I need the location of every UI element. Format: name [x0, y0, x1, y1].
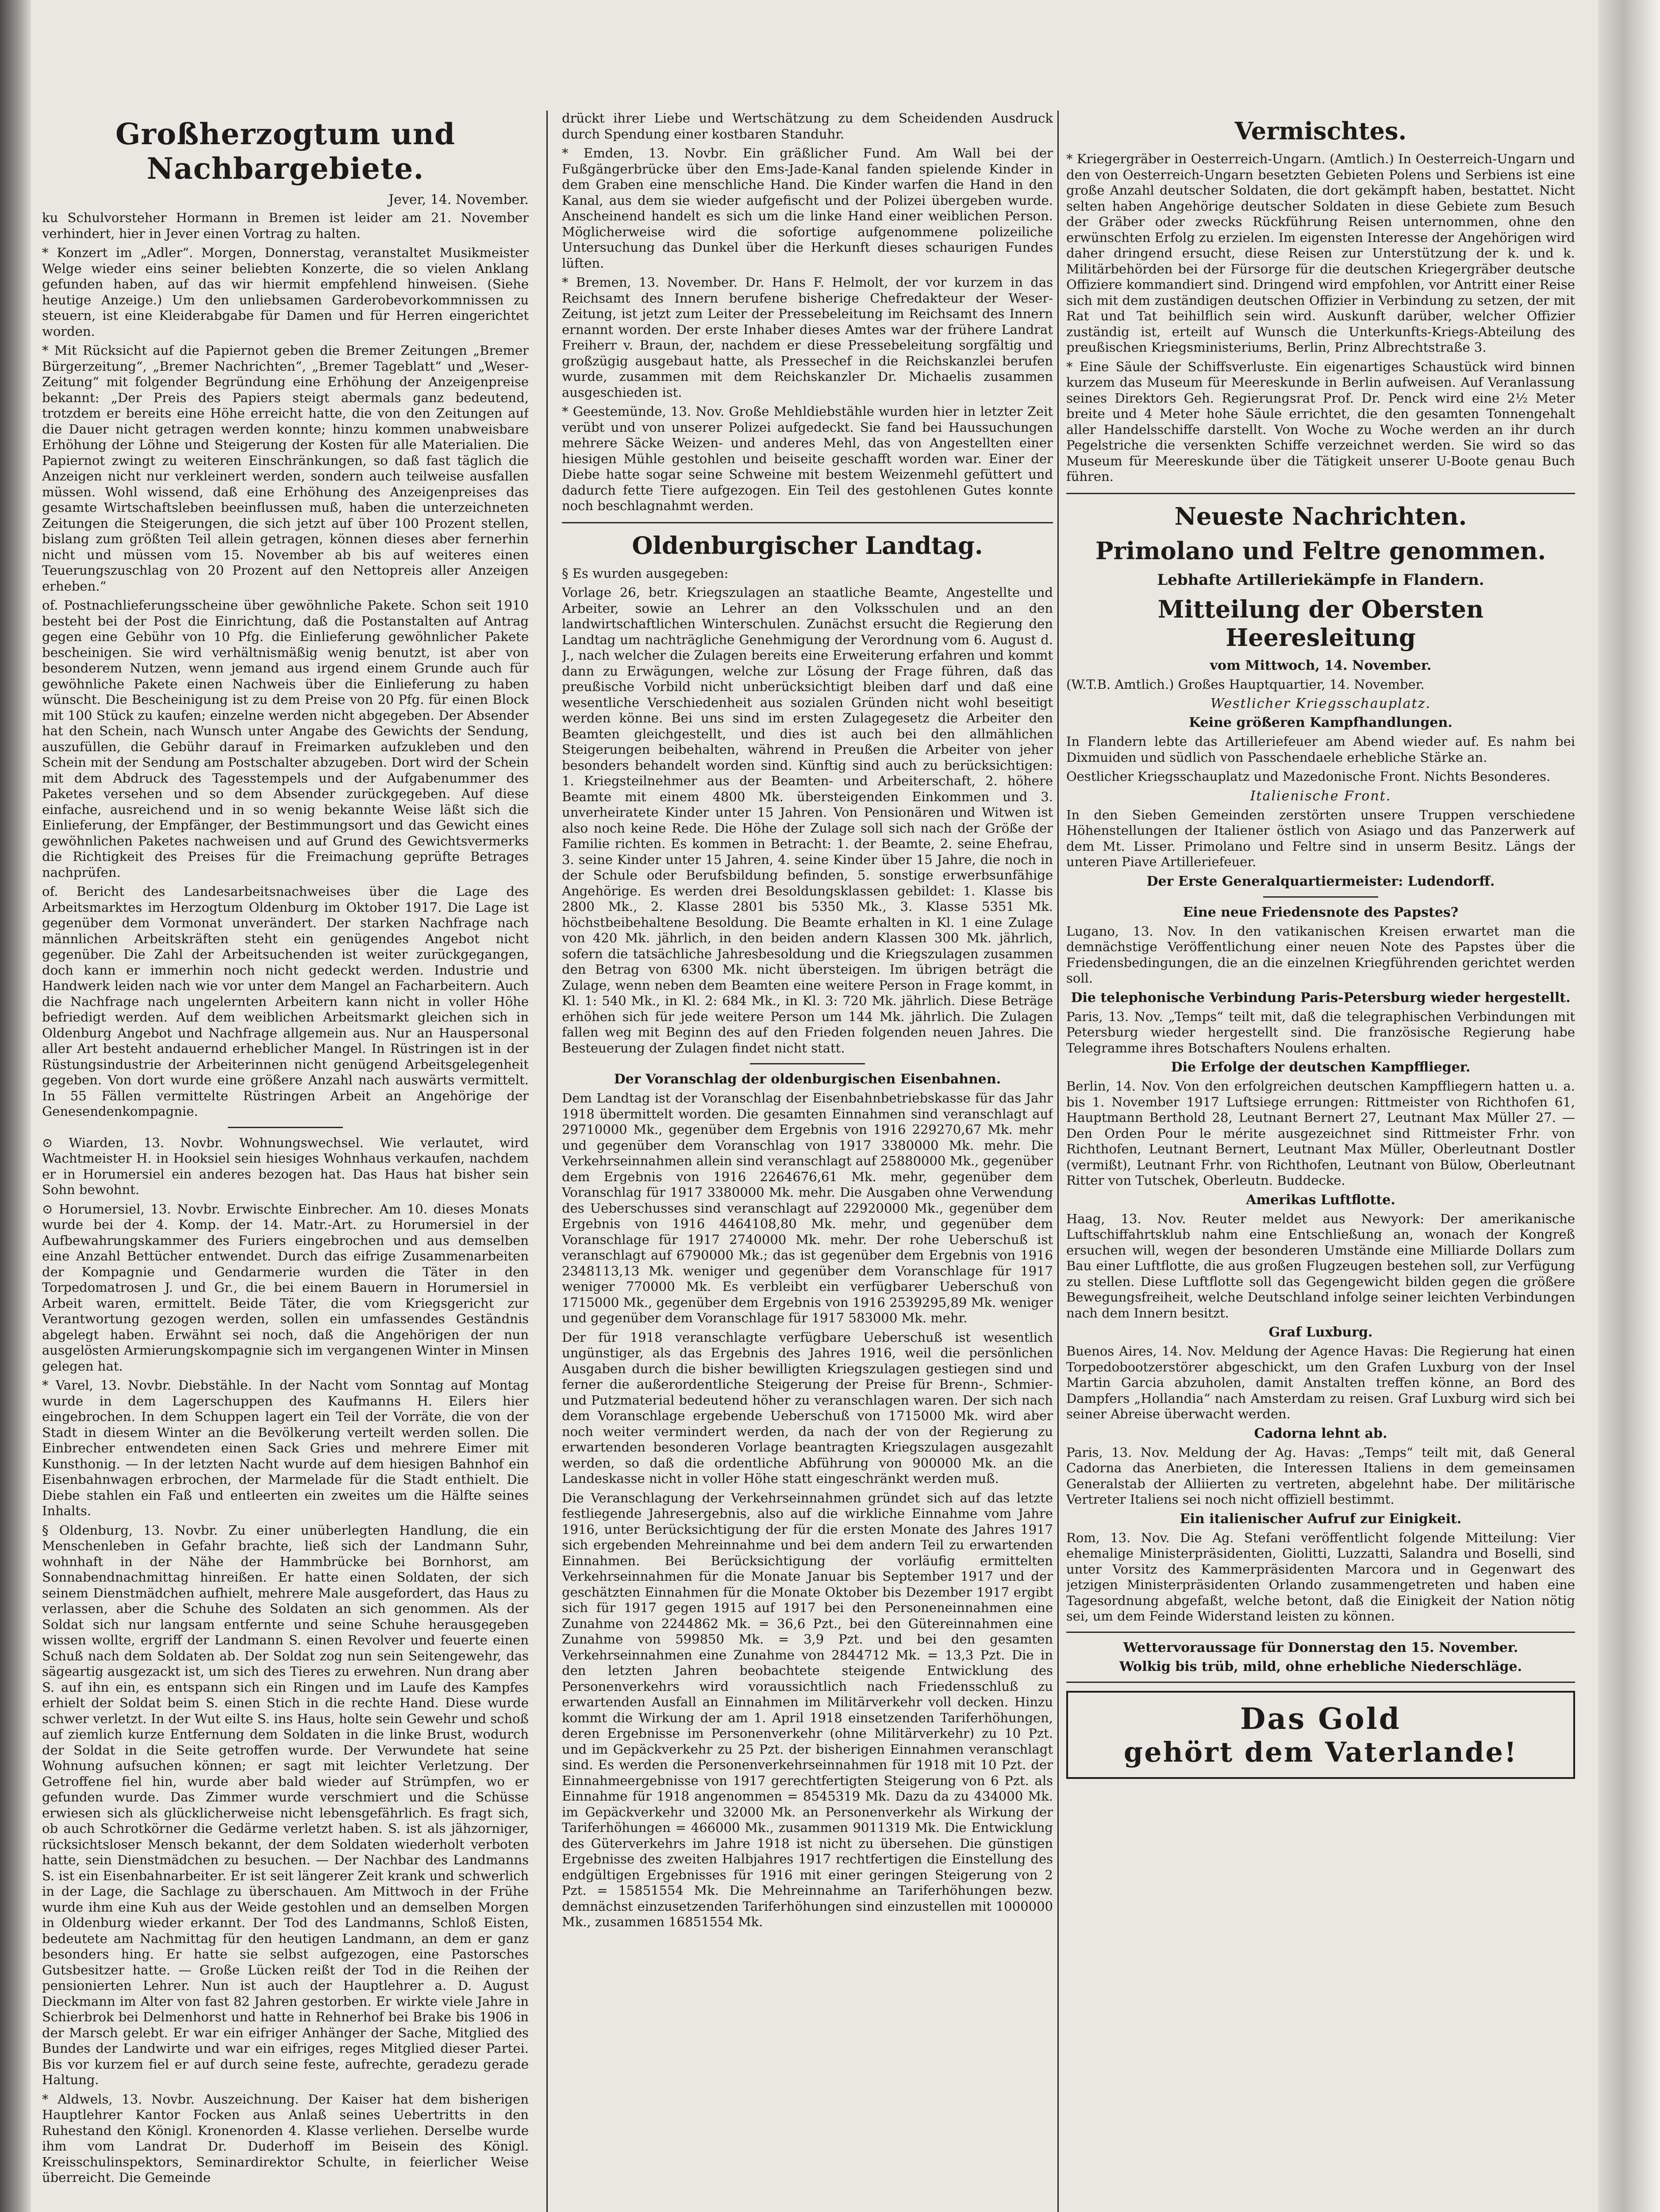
section-title-landtag: Oldenburgischer Landtag.	[632, 531, 983, 560]
section-title-miscellaneous: Vermischtes.	[1234, 117, 1407, 145]
article-paragraph: In Flandern lebte das Artilleriefeuer am Abend wieder auf. Es nahm bei Dixmuiden und südlich von Passchendaele erhebliche Stärke an.	[1066, 734, 1575, 765]
weather-forecast-text: Wolkig bis trüb, mild, ohne erhebliche Niederschläge.	[1119, 1659, 1522, 1674]
headline-date: vom Mittwoch, 14. November.	[1210, 657, 1432, 673]
article-paragraph: Rom, 13. Nov. Die Ag. Stefani veröffentlicht folgende Mitteilung: Vier ehemalige Ministerpräsidenten, Giolitti, Luzzatti, Salandra und Boselli, sind unter Vorsitz des Kammerpräsidenten Marcora und in Gegenwart des jetzigen Ministerpräsidenten Orlando zusammengetreten und haben eine Tagesordnung abgefaßt, welche betont, daß die Einigkeit der Nation nötig sei, um dem Feinde Widerstand leisten zu können.	[1066, 1530, 1575, 1624]
gold-appeal-line-2: gehört dem Vaterlande!	[1123, 1736, 1518, 1768]
column-1	[42, 111, 529, 2212]
gold-appeal-line-1: Das Gold	[1240, 1701, 1401, 1736]
subheading-railway-budget: Der Voranschlag der oldenburgischen Eisenbahnen.	[614, 1071, 1001, 1087]
headline-primolano-feltre: Primolano und Feltre genommen.	[1095, 536, 1546, 565]
article-paragraph: ku Schulvorsteher Hormann in Bremen ist leider am 21. November verhindert, hier in Jever einen Vortrag zu halten.	[42, 210, 529, 241]
subheading-italian-front: Italienische Front.	[1250, 788, 1391, 804]
scan-edge-right	[1598, 0, 1660, 2212]
subheading: Die telephonische Verbindung Paris-Petersburg wieder hergestellt.	[1071, 990, 1571, 1006]
weather-forecast	[1066, 1632, 1575, 1683]
article-paragraph: * Eine Säule der Schiffsverluste. Ein eigenartiges Schaustück wird binnen kurzem das Museum für Meereskunde in Berlin aufweisen. Auf Veranlassung seines Direktors Geh. Regierungsrat Prof. Dr. Penck wird eine 2½ Meter breite und 4 Meter hohe Säule errichtet, die den gesamten Tonnengehalt aller Handelsschiffe darstellt. Von Woche zu Woche werden an ihr durch Pegelstriche die versenkten Schiffe verzeichnet werden. Sie wird so das Museum für Meereskunde über die Tätigkeit unserer U-Boote genau Buch führen.	[1066, 359, 1575, 484]
subheading: Eine neue Friedensnote des Papstes?	[1183, 904, 1459, 920]
article-paragraph: Paris, 13. Nov. Meldung der Ag. Havas: „Temps“ teilt mit, daß General Cadorna das Anerbieten, die Interessen Italiens in dem gemeinsamen Generalstab der Alliierten zu vertreten, abgelehnt habe. Der militärische Vertreter Italiens sei noch nicht offiziell bestimmt.	[1066, 1444, 1575, 1507]
article-paragraph: Vorlage 26, betr. Kriegszulagen an staatliche Beamte, Angestellte und Arbeiter, sowie an Lehrer an den Volksschulen und an den landwirtschaftlichen Winterschulen. Zunächst ersucht die Regierung den Landtag um nachträgliche Genehmigung der Verordnung vom 6. August d. J., nach welcher die Zulagen bereits eine Erweiterung erfahren und kommt dann zu Erwägungen, welche zur Lösung der Frage führen, daß das preußische Vorbild nicht unberücksichtigt bleiben darf und daß eine wesentliche Verschiedenheit aus sozialen Gründen nicht wohl beseitigt werden könne. Bei uns sind im ersten Zulagegesetz die Arbeiter den Beamten gleichgestellt, und dies ist auch bei den allmählichen Steigerungen beibehalten, während in Preußen die Arbeiter von jeher besonders behandelt worden sind. Künftig sind auch zu berücksichtigen: 1. Kriegsteilnehmer aus der Beamten- und Arbeiterschaft, 2. höhere Beamte mit einem 4800 Mk. übersteigenden Einkommen und 3. unverheiratete Kinder unter 15 Jahren. Von Pensionären und Witwen ist also noch keine Rede. Die Höhe der Zulage soll sich nach der Größe der Familie richten. Es kommen in Betracht: 1. der Beamte, 2. seine Ehefrau, 3. seine Kinder unter 15 Jahren, 4. seine Kinder über 15 Jahre, die noch in der Schule oder Berufsbildung befinden, 5. sonstige erwerbsunfähige Angehörige. Es werden drei Besoldungsklassen gebildet: 1. Klasse bis 2800 Mk., 2. Klasse 2801 bis 5350 Mk., 3. Klasse 5351 Mk. höchstbeibehaltene Besoldung. Die Beamte erhalten in Kl. 1 eine Zulage von 420 Mk. jährlich, in den beiden andern Klassen 300 Mk. jährlich, sofern die tatsächliche Jahresbesoldung und die Kriegszulagen zusammen den Betrag von 6300 Mk. nicht übersteigen. Im übrigen beträgt die Zulage, wenn neben dem Beamten eine weitere Person in Frage kommt, in Kl. 1: 540 Mk., in Kl. 2: 684 Mk., in Kl. 3: 720 Mk. jährlich. Diese Beträge erhöhen sich für jede weitere Person um 144 Mk. jährlich. Die Zulagen fallen weg mit Beginn des auf den Frieden folgenden neuen Jahres. Die Besteuerung der Zulagen findet nicht statt.	[562, 585, 1053, 1056]
article-paragraph: * Bremen, 13. November. Dr. Hans F. Helmolt, der vor kurzem in das Reichsamt des Innern berufene bisherige Chefredakteur der Weser-Zeitung, ist jetzt zum Leiter der Pressebeleitung im Reichsamt des Innern ernannt worden. Der erste Inhaber dieses Amtes war der frühere Landrat Freiherr v. Braun, der, nachdem er diese Pressebeleitung sorgfältig und großzügig ausgebaut hatte, als Pressechef in die Reichskanzlei berufen wurde, zusammen mit dem Reichskanzler Dr. Michaelis zusammen ausgeschieden ist.	[562, 275, 1053, 400]
article-paragraph: Der für 1918 veranschlagte verfügbare Ueberschuß ist wesentlich ungünstiger, als das Ergebnis des Jahres 1916, weil die persönlichen Ausgaben durch die bisher bewilligten Kriegszulagen gestiegen sind und ferner die außerordentliche Steigerung der Preise für Brenn-, Schmier- und Putzmaterial bedeutend höher zu veranschlagen waren. Der sich nach dem Voranschlage ergebende Ueberschuß von 1715000 Mk. wird aber noch weiter vermindert werden, da nach der von der Regierung zu erwartenden besonderen Vorlage beantragten Kriegszulagen ausgezahlt werden, so daß die ordentliche Abführung von 900000 Mk. an die Landeskasse nicht in voller Höhe statt eingeschränkt werden muß.	[562, 1329, 1053, 1486]
subheading: Die Erfolge der deutschen Kampfflieger.	[1171, 1060, 1471, 1075]
article-paragraph: Oestlicher Kriegsschauplatz und Mazedonische Front. Nichts Besonderes.	[1066, 769, 1551, 784]
headline-army-command: Mitteilung der Obersten Heeresleitung	[1157, 595, 1484, 652]
subheading: Amerikas Luftflotte.	[1246, 1192, 1395, 1208]
subheading: Ein italienischer Aufruf zur Einigkeit.	[1180, 1511, 1462, 1527]
subheading-no-major-fighting: Keine größeren Kampfhandlungen.	[1189, 715, 1452, 730]
weather-forecast-title: Wettervoraussage für Donnerstag den 15. November.	[1123, 1640, 1518, 1655]
subheading: Cadorna lehnt ab.	[1254, 1425, 1387, 1441]
article-paragraph: * Kriegergräber in Oesterreich-Ungarn. (Amtlich.) In Oesterreich-Ungarn und den von Oesterreich-Ungarn besetzten Gebieten Polens und Serbiens ist eine große Anzahl deutscher Soldaten, die dort gekämpft haben, bestattet. Nicht selten haben Angehörige deutscher Soldaten in diese Gebiete zum Besuch der Gräber oder zwecks Rückführung Reisen unternommen, ohne den erwünschten Erfolg zu erzielen. Im eigensten Interesse der Angehörigen wird daher dringend ersucht, diese Reisen zur Unterstützung der k. und k. Militärbehörden bei der Fürsorge für die deutschen Kriegergräber deutsche Offiziere kommandiert sind. Dringend wird empfohlen, vor Antritt einer Reise sich mit dem zuständigen deutschen Offizier in Verbindung zu setzen, der mit Rat und Tat beihilflich sein wird. Auskunft darüber, welcher Offizier zuständig ist, erteilt auf Wunsch die Unterkunfts-Kriegs-Abteilung des preußischen Kriegsministeriums, Berlin, Prinz Albrechtstraße 3.	[1066, 151, 1575, 355]
article-paragraph: § Es wurden ausgegeben:	[562, 565, 729, 581]
article-paragraph: of. Postnachlieferungsscheine über gewöhnliche Pakete. Schon seit 1910 besteht bei der Post die Einrichtung, daß die Postanstalten auf Antrag gegen eine Gebühr von 10 Pfg. die Einlieferung gewöhnlicher Pakete bescheinigen. Sie wird verhältnismäßig wenig benutzt, ist aber von besonderem Nutzen, wenn jemand aus irgend einem Grunde auch für gewöhnliche Pakete einen Nachweis über die Einlieferung zu haben wünscht. Die Bescheinigung ist zu dem Preise von 20 Pfg. für einen Block mit 100 Stück zu kaufen; einzelne werden nicht abgegeben. Der Absender hat den Schein, nach Wunsch unter Angabe des Gewichts der Sendung, auszufüllen, die Gebühr darauf in Freimarken aufzukleben und den Schein mit der Sendung am Postschalter abzugeben. Dort wird der Schein mit dem Abdruck des Tagesstempels und der Aufgabenummer des Paketes versehen und so dem Absender zurückgegeben. Auf diese einfache, ausreichend und in so wenig bekannte Weise läßt sich die Einlieferung, der Empfänger, der Bestimmungsort und das Gewicht eines gewöhnlichen Paketes nachweisen und auf Grund des Gewichtsvermerks die Richtigkeit des Preises für die Freimachung geprüfte Betrages nachprüfen.	[42, 598, 529, 880]
scan-edge-left	[0, 0, 31, 2212]
article-paragraph: Die Veranschlagung der Verkehrseinnahmen gründet sich auf das letzte festliegende Jahresergebnis, also auf die wirkliche Einnahme vom Jahre 1916, unter Berücksichtigung der für die ersten Monate des Jahres 1917 sich ergebenden Mehreinnahme und bei dem andern Teil zu erwartenden Einnahmen. Bei Berücksichtigung der vorläufig ermittelten Verkehrseinnahmen für die Monate Januar bis September 1917 und der geschätzten Einnahmen für die Monate Oktober bis Dezember 1917 ergibt sich für 1917 gegen 1915 auf 1917 bei den Personeneinnahmen eine Zunahme von 2244862 Mk. = 36,6 Pzt., bei den Gütereinnahmen eine Zunahme von 599850 Mk. = 3,9 Pzt. und bei den gesamten Verkehrseinnahmen eine Zunahme von 2844712 Mk. = 13,3 Pzt. Die in den letzten Jahren beobachtete steigende Entwicklung des Personenverkehrs wird voraussichtlich nach Friedensschluß zu erwartenden Ausfall an Einnahmen im Militärverkehr voll decken. Hinzu kommt die Wirkung der am 1. April 1918 einsetzenden Tariferhöhungen, deren Ergebnisse im Personenverkehr (ohne Militärverkehr) zu 10 Pzt. und im Gepäckverkehr zu 25 Pzt. der bisherigen Einnahmen veranschlagt sind. Es werden die Personenverkehrseinnahmen für 1918 mit 10 Pzt. der Einnahmeergebnisse von 1917 gerechtfertigten Steigerung von 6 Pzt. als Einnahme für 1918 angenommen = 8545319 Mk. Dazu da zu 434000 Mk. im Gepäckverkehr und 32000 Mk. an Personenverkehr als Wirkung der Tariferhöhungen = 466000 Mk., zusammen 9011319 Mk. Die Entwicklung des Güterverkehrs im Jahre 1918 ist nicht zu übersehen. Die günstigen Ergebnisse des zweiten Halbjahres 1917 rechtfertigen die Einstellung des endgültigen Ergebnisses für 1916 mit einer geringen Steigerung von 2 Pzt. = 15851554 Mk. Die Mehreinnahme an Tariferhöhungen bezw. demnächst einzusetzenden Tariferhöhungen sind einzustellen mit 1000000 Mk., zusammen 16851554 Mk.	[562, 1490, 1053, 1929]
subheading: Graf Luxburg.	[1268, 1325, 1373, 1340]
article-paragraph: * Geestemünde, 13. Nov. Große Mehldiebstähle wurden hier in letzter Zeit verübt und von unserer Polizei aufgedeckt. Sie fand bei Haussuchungen mehrere Säcke Weizen- und anderes Mehl, das von Angestellten einer hiesigen Mühle gestohlen und beiseite geschafft worden war. Einer der Diebe hatte sogar seine Schweine mit bestem Weizenmehl gefüttert und dadurch fette Tiere aufgezogen. Ein Teil des gestohlenen Gutes konnte noch beschlagnahmt werden.	[562, 404, 1053, 513]
column-3	[1066, 111, 1575, 2212]
separator	[228, 1127, 343, 1128]
article-paragraph: Haag, 13. Nov. Reuter meldet aus Newyork: Der amerikanische Luftschiffahrtsklub nahm eine Entschließung an, wonach der Kongreß ersuchen will, wegen der besonderen Umstände eine Milliarde Dollars zum Bau einer Luftflotte, die aus großen Flugzeugen bestehen soll, zur Verfügung zu stellen. Diese Luftflotte soll das Gegengewicht bilden gegen die größere Bewegungsfreiheit, welche Deutschland infolge seiner leichten Verbindungen nach dem Innern besitzt.	[1066, 1211, 1575, 1321]
section-title-latest-news: Neueste Nachrichten.	[1174, 502, 1467, 530]
article-paragraph: * Konzert im „Adler“. Morgen, Donnerstag, veranstaltet Musikmeister Welge wieder eins seiner beliebten Konzerte, die so vielen Anklang gefunden haben, auf das wir hiermit empfehlend hinweisen. (Siehe heutige Anzeige.) Um den unliebsamen Garderobevorkommnissen zu steuern, ist eine Kleiderabgabe für Damen und für Herren eingerichtet worden.	[42, 245, 529, 339]
section-title-regional: Großherzogtum und Nachbargebiete.	[115, 117, 456, 186]
article-paragraph: Dem Landtag ist der Voranschlag der Eisenbahnbetriebskasse für das Jahr 1918 übermittelt worden. Die gesamten Einnahmen sind veranschlagt auf 29710000 Mk., gegenüber dem Ergebnis von 1916 229270,67 Mk. mehr und gegenüber dem Voranschlag von 1917 3380000 Mk. mehr. Die Verkehrseinnahmen allein sind veranschlagt auf 25880000 Mk., gegenüber dem Ergebnis von 1916 2264676,61 Mk. mehr, gegenüber dem Voranschlag für 1917 3380000 Mk. mehr. Die Ausgaben ohne Verwendung des Ueberschusses sind veranschlagt auf 22920000 Mk., gegenüber dem Ergebnis von 1916 4464108,80 Mk. mehr, und gegenüber dem Voranschlage für 1917 2740000 Mk. mehr. Der rohe Ueberschuß ist veranschlagt auf 6790000 Mk.; das ist gegenüber dem Ergebnis von 1916 2348113,13 Mk. weniger und gegenüber dem Voranschlage für 1917 weniger 770000 Mk. Es verbleibt ein verfügbarer Ueberschuß von 1715000 Mk., gegenüber dem Ergebnis von 1916 2539295,89 Mk. weniger und gegenüber dem Voranschlage für 1917 583000 Mk. mehr.	[562, 1091, 1053, 1325]
article-paragraph: § Oldenburg, 13. Novbr. Zu einer unüberlegten Handlung, die ein Menschenleben in Gefahr brachte, ließ sich der Landmann Suhr, wohnhaft in der Nähe der Hammbrücke bei Bornhorst, am Sonnabendnachmittag hinreißen. Er hatte einen Soldaten, der sich seinem Dienstmädchen aufhielt, mehrere Male ausgefordert, das Haus zu verlassen, aber die Schuhe des Soldaten an sich genommen. Als der Soldat sich nur langsam entfernte und seine Schuhe herausgegeben wissen wollte, ergriff der Landmann S. einen Revolver und feuerte einen Schuß nach dem Soldaten ab. Der Soldat zog nun sein Seitengewehr, das sägeartig ausgezackt ist, um sich des Tieres zu erwehren. Nun drang aber S. auf ihn ein, es entspann sich ein Ringen und im Laufe des Kampfes erhielt der Soldat beim S. einen Stich in die rechte Hand. Diese wurde schwer verletzt. In der Wut eilte S. ins Haus, holte sein Gewehr und schoß auf ziemlich kurze Entfernung dem Soldaten in die linke Brust, wodurch der Soldat in die Seite getroffen wurde. Der Verwundete hat seine Wohnung aufsuchen können; er sagt mit leichter Verletzung. Der Getroffene fiel hin, wurde aber bald wieder auf Strümpfen, wo er gefunden wurde. Das Zimmer wurde verschmiert und die Schüsse erwiesen sich als glücklicherweise nicht lebensgefährlich. Es fragt sich, ob auch Schrotkörner die Gedärme verletzt haben. S. ist als jähzorniger, rücksichtsloser Mensch bekannt, der dem Soldaten wiederholt verboten hatte, sein Dienstmädchen zu besuchen. — Der Nachbar des Landmanns S. ist ein Eisenbahnarbeiter. Er ist seit längerer Zeit krank und schwerlich in der Lage, die Sachlage zu überschauen. Am Mittwoch in der Frühe wurde ihm eine Kuh aus der Weide gestohlen und an demselben Morgen in Oldenburg wieder erkannt. Der Tod des Landmanns, Schloß Eisten, bedeutete am Nachmittag für den heutigen Landmann, an dem er ganz besonders hing. Er hatte sie selbst aufgezogen, eine Pastorsches Gutsbesitzer hatte. — Große Lücken reißt der Tod in die Reihen der pensionierten Lehrer. Nun ist auch der Hauptlehrer a. D. August Dieckmann im Alter von fast 82 Jahren gestorben. Er wirkte viele Jahre in Schierbrok bei Delmenhorst und hatte in Rehnerhof bei Brake bis 1906 in der Marsch gelebt. Er war ein eifriger Anhänger der Sache, Mitglied des Bundes der Landwirte und war ein eifriges, reges Mitglied dieser Partei. Bis vor kurzem fiel er auf durch seine feste, aufrechte, geradezu gerade Haltung.	[42, 1522, 529, 2087]
separator	[1066, 493, 1575, 494]
article-paragraph: drückt ihrer Liebe und Wertschätzung zu dem Scheidenden Ausdruck durch Spendung einer kostbaren Standuhr.	[562, 111, 1053, 142]
dateline: Jever, 14. November.	[388, 192, 529, 207]
separator	[562, 522, 1053, 523]
article-paragraph: * Varel, 13. Novbr. Diebstähle. In der Nacht vom Sonntag auf Montag wurde in dem Lagerschuppen des Kaufmanns H. Eilers hier eingebrochen. In dem Schuppen lagert ein Teil der Vorräte, die von der Stadt in diesem Winter an die Bevölkerung verteilt werden sollen. Die Einbrecher entwendeten einen Sack Gries und mehrere Eimer mit Kunsthonig. — In der letzten Nacht wurde auf dem hiesigen Bahnhof ein Eisenbahnwagen erbrochen, der Marmelade für die Stadt enthielt. Die Diebe stahlen ein Faß und entleerten ein zweites um die Hälfte seines Inhalts.	[42, 1378, 529, 1518]
newspaper-page	[42, 111, 1577, 2212]
column-2	[562, 111, 1053, 2212]
article-paragraph: ⊙ Wiarden, 13. Novbr. Wohnungswechsel. Wie verlautet, wird Wachtmeister H. in Hooksiel sein hiesiges Wohnhaus verkaufen, nachdem er in Horumersiel ein anderes bezogen hat. Das Haus hat bisher sein Sohn bewohnt.	[42, 1135, 529, 1197]
column-rule	[1057, 111, 1059, 2212]
article-paragraph: * Emden, 13. Novbr. Ein gräßlicher Fund. Am Wall bei der Fußgängerbrücke über den Ems-Jade-Kanal fanden spielende Kinder in dem Graben eine menschliche Hand. Die Kinder warfen die Hand in den Kanal, aus dem sie wieder aufgefischt und der Polizei übergeben wurde. Anscheinend handelt es sich um die linke Hand einer weiblichen Person. Möglicherweise wird die sofortige aufgenommene polizeiliche Untersuchung das Dunkel über die Herkunft dieses schaurigen Fundes lüften.	[562, 146, 1053, 271]
article-paragraph: Berlin, 14. Nov. Von den erfolgreichen deutschen Kampffliegern hatten u. a. bis 1. November 1917 Luftsiege errungen: Rittmeister von Richthofen 61, Hauptmann Berthold 28, Leutnant Bernert 27, Leutnant Max Müller 27. — Den Orden Pour le mérite ausgezeichnet sind Rittmeister Frhr. von Richthofen, Leutnant Bernert, Leutnant Max Müller, Oberleutnant Dostler (vermißt), Leutnant Frhr. von Richthofen, Leutnant von Bülow, Oberleutnant Ritter von Tutschek, Oberleutn. Buddecke.	[1066, 1079, 1575, 1188]
subheading-western-front: Westlicher Kriegsschauplatz.	[1210, 696, 1431, 711]
article-paragraph: * Aldwels, 13. Novbr. Auszeichnung. Der Kaiser hat dem bisherigen Hauptlehrer Kantor Focken aus Anlaß seines Uebertritts in den Ruhestand den Königl. Kronenorden 4. Klasse verliehen. Derselbe wurde ihm vom Landrat Dr. Duderhoff im Beisein des Königl. Kreisschulinspektors, Seminardirektor Schulte, in feierlicher Weise überreicht. Die Gemeinde	[42, 2091, 529, 2185]
signature-ludendorff: Der Erste Generalquartiermeister: Ludendorff.	[1146, 873, 1495, 889]
article-paragraph: In den Sieben Gemeinden zerstörten unsere Truppen verschiedene Höhenstellungen der Italiener östlich von Asiago und das Panzerwerk auf dem Mt. Lisser. Primolano und Feltre sind in unserm Besitz. Längs der unteren Piave Artilleriefeuer.	[1066, 807, 1575, 869]
article-paragraph: * Mit Rücksicht auf die Papiernot geben die Bremer Zeitungen „Bremer Bürgerzeitung“, „Bremer Nachrichten“, „Bremer Tageblatt“ und „Weser-Zeitung“ mit folgender Begründung eine Erhöhung der Anzeigenpreise bekannt: „Der Preis des Papiers steigt abermals ganz bedeutend, trotzdem er bereits eine Höhe erreicht hatte, die von den Zeitungen auf die Dauer nicht getragen werden konnte; hinzu kommen unabweisbare Erhöhung der Löhne und Steigerung der Kosten für alle Materialien. Die Papiernot zwingt zu weiteren Einschränkungen, so daß fast täglich die Anzeigen nicht nur verkleinert werden, sondern auch teilweise ausfallen müssen. Wohl wissend, daß eine Erhöhung des Anzeigenpreises das gesamte Wirtschaftsleben beeinflussen muß, haben die unterzeichneten Zeitungen die Steigerungen, die sich jetzt auf über 100 Prozent stellen, bislang zum größten Teil allein getragen, können dieses aber fernerhin nicht und müssen vom 15. November ab bis auf weiteres einen Teuerungszuschlag von 20 Prozent auf den Nettopreis aller Anzeigen erheben.“	[42, 343, 529, 594]
gold-appeal-box	[1066, 1691, 1575, 1779]
separator	[1263, 896, 1378, 898]
article-paragraph: Lugano, 13. Nov. In den vatikanischen Kreisen erwartet man die demnächstige Veröffentlichung einer neuen Note des Papstes über die Friedensbedingungen, die an die einzelnen Kriegführenden gerichtet werden soll.	[1066, 923, 1575, 986]
article-paragraph: ⊙ Horumersiel, 13. Novbr. Erwischte Einbrecher. Am 10. dieses Monats wurde bei der 4. Komp. der 14. Matr.-Art. zu Horumersiel in der Aufbewahrungskammer des Furiers eingebrochen und aus demselben eine Anzahl Bettücher entwendet. Durch das eifrige Zusammenarbeiten der Kompagnie und Gendarmerie wurden die Täter in den Torpedomatrosen J. und Gr., die bei einem Bauern in Horumersiel in Arbeit waren, ermittelt. Beide Täter, die vom Kriegsgericht zur Verantwortung gezogen werden, sollen ein umfassendes Geständnis abgelegt haben. Erwähnt sei noch, daß die Angehörigen der nun ausgelösten Armierungskompagnie sich im vergangenen Winter in Minsen gelegen hat.	[42, 1201, 529, 1374]
article-paragraph: of. Bericht des Landesarbeitsnachweises über die Lage des Arbeitsmarktes im Herzogtum Oldenburg im Oktober 1917. Die Lage ist gegenüber dem Vormonat unverändert. Der starken Nachfrage nach männlichen Arbeitskräften steht ein genügendes Angebot nicht gegenüber. Die Zahl der Arbeitsuchenden ist weiter zurückgegangen, doch kann er immerhin noch nicht gedeckt werden. Industrie und Handwerk leiden nach wie vor unter dem Mangel an Facharbeitern. Auch die Nachfrage nach ungelernten Arbeitern kann nicht in voller Höhe befriedigt werden. Auf dem weiblichen Arbeitsmarkt gleichen sich in Oldenburg Angebot und Nachfrage allgemein aus. Nur an Hauspersonal aller Art besteht andauernd erheblicher Mangel. In Rüstringen ist in der Rüstungsindustrie der Arbeiterinnen nicht genügend Arbeitsgelegenheit gegeben. Von dort wurde eine größere Anzahl nach auswärts vermittelt. In 55 Fällen vermittelte Rüstringen Arbeit an Angehörige der Genesendenkompagnie.	[42, 884, 529, 1119]
article-paragraph: Paris, 13. Nov. „Temps“ teilt mit, daß die telegraphischen Verbindungen mit Petersburg wieder hergestellt sind. Die französische Regierung habe Telegramme ihres Botschafters Noulens erhalten.	[1066, 1009, 1575, 1056]
report-hq-line: (W.T.B. Amtlich.) Großes Hauptquartier, 14. November.	[1066, 676, 1425, 692]
column-rule	[546, 111, 548, 2212]
article-paragraph: Buenos Aires, 14. Nov. Meldung der Agence Havas: Die Regierung hat einen Torpedobootzerstörer abgeschickt, um den Grafen Luxburg von der Insel Martin Garcia abzuholen, damit Anstalten treffen könne, an Bord des Dampfers „Hollandia“ nach Amsterdam zu reisen. Graf Luxburg wird sich bei seiner Abreise überwacht werden.	[1066, 1344, 1575, 1421]
separator	[750, 1063, 865, 1064]
headline-artillery-flanders: Lebhafte Artilleriekämpfe in Flandern.	[1157, 571, 1484, 589]
